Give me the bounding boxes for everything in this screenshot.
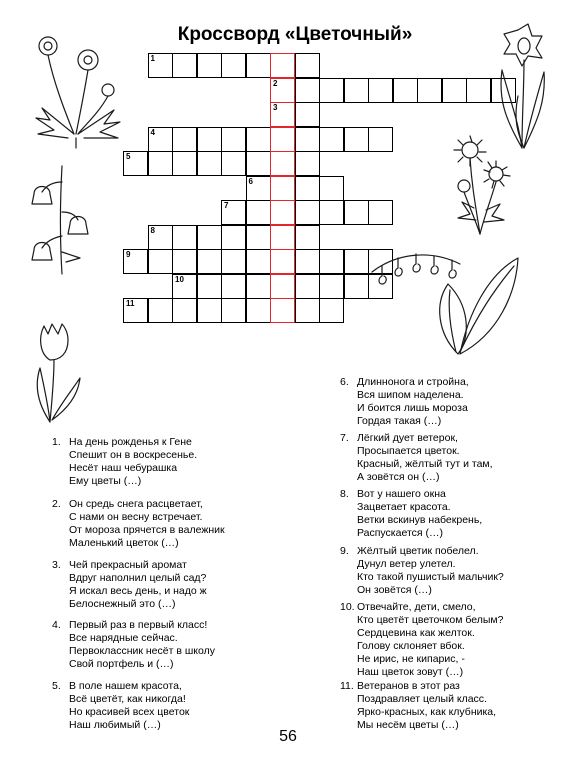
riddle-line: От мороза прячется в валежник <box>69 524 225 536</box>
crossword-cell[interactable] <box>295 102 320 127</box>
crossword-cell[interactable] <box>148 53 173 78</box>
riddle-line: А зовётся он (…) <box>357 471 440 483</box>
riddle-line: Голову склоняет вбок. <box>357 640 465 652</box>
riddle-line: Жёлтый цветик побелел. <box>357 545 479 557</box>
crossword-cell[interactable] <box>148 151 173 176</box>
crossword-cell[interactable] <box>123 298 148 323</box>
riddle-line: С нами он весну встречает. <box>69 511 203 523</box>
crossword-key-cell[interactable] <box>270 78 295 103</box>
crossword-cell[interactable] <box>246 225 271 250</box>
crossword-key-cell[interactable] <box>270 102 295 127</box>
riddle-number: 2. <box>52 498 61 510</box>
lily-of-the-valley-illustration <box>368 244 523 359</box>
riddle-8 <box>340 488 576 540</box>
crossword-cell[interactable] <box>295 298 320 323</box>
riddle-10 <box>340 601 576 679</box>
crossword-cell[interactable] <box>172 127 197 152</box>
crossword-cell[interactable] <box>319 176 344 201</box>
crossword-cell[interactable] <box>246 176 271 201</box>
dandelion-illustration <box>28 34 128 149</box>
riddle-line: Лёгкий дует ветерок, <box>357 432 458 444</box>
crossword-cell[interactable] <box>246 298 271 323</box>
crossword-cell[interactable] <box>172 225 197 250</box>
crossword-cell[interactable] <box>197 151 222 176</box>
crossword-cell[interactable] <box>368 78 393 103</box>
riddle-5 <box>52 680 302 732</box>
riddle-number: 6. <box>340 376 349 388</box>
riddle-9 <box>340 545 576 597</box>
riddle-line: Но красивей всех цветок <box>69 706 190 718</box>
riddle-line: Вдруг наполнил целый сад? <box>69 572 207 584</box>
riddle-line: Просыпается цветок. <box>357 445 460 457</box>
clue-number: 11 <box>126 299 135 308</box>
clue-number: 8 <box>150 225 155 235</box>
riddle-number: 7. <box>340 432 349 444</box>
crossword-cell[interactable] <box>295 176 320 201</box>
crossword-cell[interactable] <box>172 298 197 323</box>
crossword-cell[interactable] <box>295 249 320 274</box>
riddle-3 <box>52 559 302 611</box>
crossword-cell[interactable] <box>148 225 173 250</box>
page-number: 56 <box>279 728 297 745</box>
crossword-key-cell[interactable] <box>270 151 295 176</box>
crossword-key-cell[interactable] <box>270 249 295 274</box>
riddle-line: Всё цветёт, как никогда! <box>69 693 186 705</box>
riddle-line: Ярко-красных, как клубника, <box>357 706 497 718</box>
crossword-cell[interactable] <box>221 298 246 323</box>
crossword-cell[interactable] <box>295 53 320 78</box>
riddle-line: Первоклассник несёт в школу <box>69 645 215 657</box>
crossword-cell[interactable] <box>246 274 271 299</box>
riddle-line: Спешит он в воскресенье. <box>69 449 198 461</box>
riddle-line: На день рожденья к Гене <box>69 436 192 448</box>
crossword-cell[interactable] <box>197 53 222 78</box>
riddle-line: Поздравляет целый класс. <box>357 693 487 705</box>
crossword-cell[interactable] <box>368 200 393 225</box>
riddle-line: Свой портфель и (…) <box>69 658 174 670</box>
crossword-cell[interactable] <box>197 298 222 323</box>
clue-number: 3 <box>273 103 278 112</box>
riddle-line: Зацветает красота. <box>357 501 451 513</box>
riddle-line: Несёт наш чебурашка <box>69 462 178 474</box>
crossword-cell[interactable] <box>295 274 320 299</box>
riddle-4 <box>52 619 302 671</box>
crossword-cell[interactable] <box>246 151 271 176</box>
clue-number: 2 <box>273 78 278 88</box>
page-title: Кроссворд «Цветочный» <box>177 24 413 45</box>
riddle-line: Ему цветы (…) <box>69 475 142 487</box>
crossword-cell[interactable] <box>197 249 222 274</box>
crossword-cell[interactable] <box>295 200 320 225</box>
riddle-line: Мы несём цветы (…) <box>357 719 459 731</box>
crossword-cell[interactable] <box>344 78 369 103</box>
crossword-cell[interactable] <box>295 151 320 176</box>
riddle-6 <box>340 376 576 428</box>
crossword-key-cell[interactable] <box>270 176 295 201</box>
riddle-line: Сердцевина как желток. <box>357 627 475 639</box>
crossword-cell[interactable] <box>221 274 246 299</box>
riddle-line: Вся шипом наделена. <box>357 389 464 401</box>
crossword-cell[interactable] <box>319 274 344 299</box>
crossword-cell[interactable] <box>123 249 148 274</box>
riddle-11 <box>340 680 576 732</box>
riddle-line: Гордая такая (…) <box>357 415 442 427</box>
riddle-line: Вот у нашего окна <box>357 488 446 500</box>
crossword-cell[interactable] <box>246 249 271 274</box>
crossword-cell[interactable] <box>172 53 197 78</box>
riddle-line: Ветки вскинув набекрень, <box>357 514 483 526</box>
crossword-cell[interactable] <box>221 127 246 152</box>
chamomile-illustration <box>440 128 520 238</box>
crossword-cell[interactable] <box>148 249 173 274</box>
crossword-cell[interactable] <box>344 249 369 274</box>
riddle-line: Наш любимый (…) <box>69 719 161 731</box>
riddle-1 <box>52 436 302 488</box>
crossword-cell[interactable] <box>295 225 320 250</box>
crossword-cell[interactable] <box>221 249 246 274</box>
crossword-cell[interactable] <box>221 53 246 78</box>
riddle-number: 8. <box>340 488 349 500</box>
crossword-cell[interactable] <box>148 298 173 323</box>
crossword-cell[interactable] <box>344 200 369 225</box>
crossword-cell[interactable] <box>246 200 271 225</box>
riddle-line: И боится лишь мороза <box>357 402 468 414</box>
riddle-number: 3. <box>52 559 61 571</box>
crossword-key-cell[interactable] <box>270 225 295 250</box>
riddle-number: 11. <box>340 680 354 692</box>
crossword-cell[interactable] <box>344 274 369 299</box>
crossword-cell[interactable] <box>319 78 344 103</box>
crossword-cell[interactable] <box>393 78 418 103</box>
crossword-cell[interactable] <box>221 200 246 225</box>
crossword-cell[interactable] <box>295 127 320 152</box>
tulip-illustration <box>30 320 85 425</box>
riddle-number: 5. <box>52 680 61 692</box>
crossword-cell[interactable] <box>221 151 246 176</box>
crossword-key-cell[interactable] <box>270 274 295 299</box>
riddle-line: Первый раз в первый класс! <box>69 619 208 631</box>
clue-number: 7 <box>224 201 229 210</box>
crossword-key-cell[interactable] <box>270 127 295 152</box>
riddle-7 <box>340 432 576 484</box>
riddle-number: 4. <box>52 619 61 631</box>
riddle-line: Кто такой пушистый мальчик? <box>357 571 504 583</box>
riddle-line: Чей прекрасный аромат <box>69 559 187 571</box>
crossword-cell[interactable] <box>172 274 197 299</box>
crossword-key-cell[interactable] <box>270 200 295 225</box>
riddle-line: Маленький цветок (…) <box>69 537 179 549</box>
crossword-cell[interactable] <box>197 127 222 152</box>
crossword-cell[interactable] <box>442 78 467 103</box>
riddle-number: 10. <box>340 601 355 613</box>
crossword-cell[interactable] <box>319 127 344 152</box>
riddle-line: Белоснежный это (…) <box>69 598 176 610</box>
riddle-line: Дунул ветер улетел. <box>357 558 456 570</box>
riddle-line: Отвечайте, дети, смело, <box>357 601 476 613</box>
riddle-line: Ветеранов в этот раз <box>357 680 460 692</box>
crossword-cell[interactable] <box>319 200 344 225</box>
crossword-cell[interactable] <box>368 127 393 152</box>
riddle-line: Я искал весь день, и надо ж <box>69 585 207 597</box>
crossword-cell[interactable] <box>417 78 442 103</box>
riddle-line: Наш цветок зовут (…) <box>357 666 464 678</box>
crossword-cell[interactable] <box>197 274 222 299</box>
crossword-cell[interactable] <box>123 151 148 176</box>
crossword-cell[interactable] <box>295 78 320 103</box>
riddle-line: Кто цветёт цветочком белым? <box>357 614 504 626</box>
riddle-line: Он зовётся (…) <box>357 584 432 596</box>
clue-number: 9 <box>126 250 131 259</box>
crossword-key-cell[interactable] <box>270 53 295 78</box>
riddle-line: В поле нашем красота, <box>69 680 182 692</box>
riddle-line: Распускается (…) <box>357 527 444 539</box>
crossword-cell[interactable] <box>148 127 173 152</box>
clue-number: 10 <box>175 274 184 284</box>
riddle-number: 1. <box>52 436 61 448</box>
riddle-number: 9. <box>340 545 349 557</box>
crossword-cell[interactable] <box>172 249 197 274</box>
crossword-cell[interactable] <box>197 225 222 250</box>
riddle-line: Он средь снега расцветает, <box>69 498 203 510</box>
riddle-line: Все нарядные сейчас. <box>69 632 178 644</box>
riddle-line: Длинноногa и стройна, <box>357 376 469 388</box>
clue-number: 4 <box>150 127 155 137</box>
clue-number: 5 <box>126 152 131 161</box>
clue-number: 6 <box>248 176 253 186</box>
crossword-cell[interactable] <box>246 127 271 152</box>
riddle-2 <box>52 498 302 550</box>
crossword-cell[interactable] <box>319 249 344 274</box>
crossword-cell[interactable] <box>172 151 197 176</box>
crossword-cell[interactable] <box>221 225 246 250</box>
riddle-line: Не ирис, не кипарис, - <box>357 653 465 665</box>
clue-number: 1 <box>150 54 155 63</box>
crossword-key-cell[interactable] <box>270 298 295 323</box>
riddle-line: Красный, жёлтый тут и там, <box>357 458 493 470</box>
crossword-cell[interactable] <box>319 298 344 323</box>
crossword-cell[interactable] <box>344 127 369 152</box>
bluebell-illustration <box>22 162 92 277</box>
crossword-cell[interactable] <box>246 53 271 78</box>
